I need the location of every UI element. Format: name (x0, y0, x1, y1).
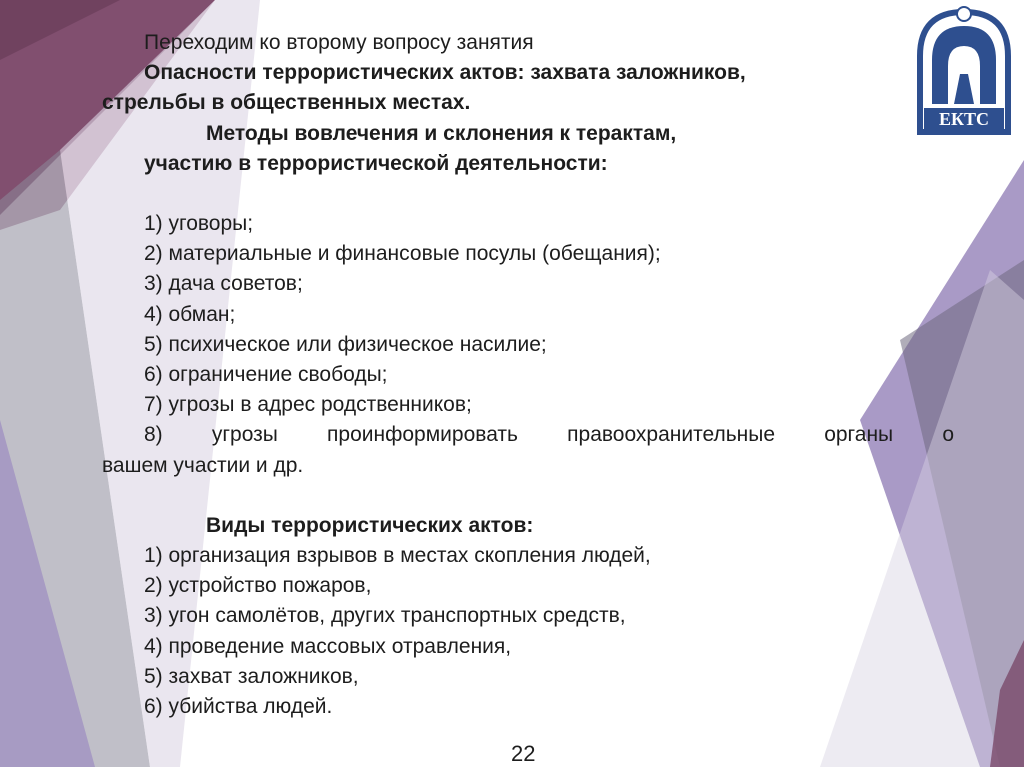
method8-word: угрозы (211, 423, 278, 447)
intro-line: Переходим ко второму вопросу занятия (144, 31, 534, 54)
method8-word: правоохранительные (567, 423, 776, 447)
method8-word: о (942, 423, 954, 447)
slide-body (102, 28, 954, 722)
method-item-8 (102, 420, 954, 450)
heading-dangers-line2: стрельбы в общественных местах. (102, 91, 471, 115)
method-item-8-continuation: вашем участии и др. (102, 453, 304, 477)
method-item: 2) материальные и финансовые посулы (обещания); (144, 242, 661, 266)
logo-label: ЕКТС (938, 109, 990, 129)
heading-methods-line2: участию в террористической деятельности: (144, 151, 608, 175)
method8-word: органы (824, 423, 894, 447)
type-item: 3) угон самолётов, других транспортных средств, (144, 604, 626, 628)
heading-methods-line1: Методы вовлечения и склонения к терактам, (206, 121, 677, 145)
method-item: 6) ограничение свободы; (144, 363, 388, 387)
method-item: 5) психическое или физическое насилие; (144, 332, 547, 356)
method-item: 3) дача советов; (144, 272, 303, 296)
method-item: 7) угрозы в адрес родственников; (144, 393, 472, 417)
method8-word: проинформировать (327, 423, 518, 447)
type-item: 1) организация взрывов в местах скопления людей, (144, 544, 651, 568)
heading-dangers-line1: Опасности террористических актов: захвата заложников, (144, 61, 746, 85)
type-item: 5) захват заложников, (144, 664, 359, 688)
page-number: 22 (511, 741, 536, 766)
types-heading: Виды террористических актов: (206, 513, 534, 537)
type-item: 2) устройство пожаров, (144, 574, 372, 598)
method8-word: 8) (144, 423, 163, 447)
type-item: 4) проведение массовых отравления, (144, 634, 512, 658)
method-item: 4) обман; (144, 302, 236, 326)
type-item: 6) убийства людей. (144, 695, 333, 719)
method-item: 1) уговоры; (144, 212, 254, 236)
